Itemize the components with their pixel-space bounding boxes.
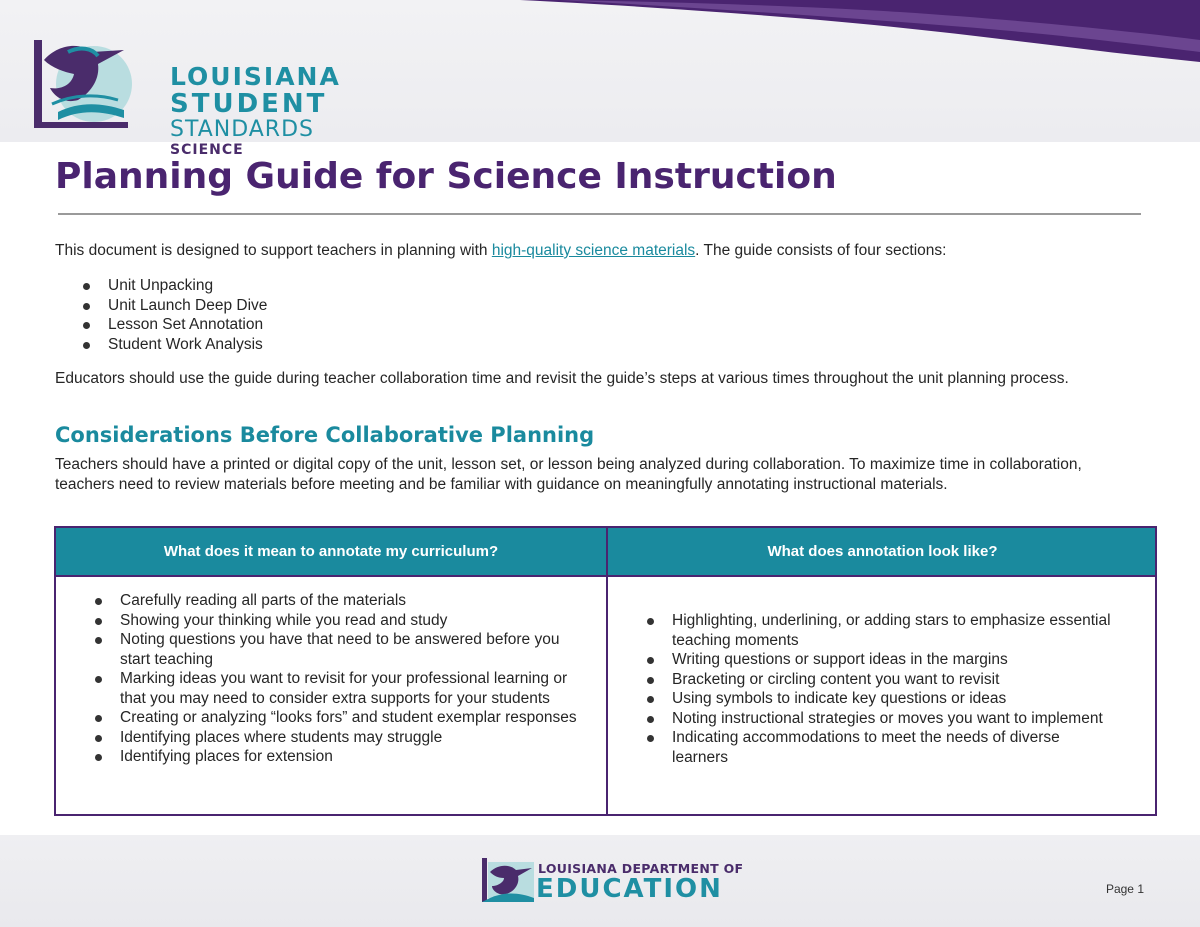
list-item: Creating or analyzing “looks fors” and student exemplar responses <box>92 708 592 728</box>
list-item: Identifying places for extension <box>92 747 592 767</box>
logo-line-3: STANDARDS <box>170 117 314 142</box>
list-item: Carefully reading all parts of the materials <box>92 591 592 611</box>
section-item: Student Work Analysis <box>80 335 267 355</box>
considerations-paragraph: Teachers should have a printed or digital copy of the unit, lesson set, or lesson being analyzed during collaboration. To maximize time in collaboration, teachers need to review materials before meeting and be familiar with guidance on meaningfully annotating instructional materials. <box>55 456 1082 493</box>
list-item: Writing questions or support ideas in the margins <box>644 650 1114 670</box>
table-header-right: What does annotation look like? <box>767 543 998 560</box>
section-item: Lesson Set Annotation <box>80 315 267 335</box>
logo-wordmark <box>170 64 341 157</box>
list-item: Showing your thinking while you read and study <box>92 611 592 631</box>
educators-paragraph: Educators should use the guide during teacher collaboration time and revisit the guide’s steps at various times throughout the unit planning process. <box>55 370 1069 387</box>
list-item: Identifying places where students may struggle <box>92 728 592 748</box>
annotate-meaning-list <box>92 591 592 767</box>
pelican-book-icon <box>28 30 140 134</box>
logo-line-4: SCIENCE <box>170 142 244 158</box>
list-item: Using symbols to indicate key questions or ideas <box>644 689 1114 709</box>
department-name: LOUISIANA DEPARTMENT OF <box>538 861 744 876</box>
education-wordmark: EDUCATION <box>536 874 723 904</box>
annotation-table <box>54 526 1157 816</box>
list-item: Noting questions you have that need to be answered before you start teaching <box>92 630 592 669</box>
intro-paragraph <box>55 241 1145 261</box>
high-quality-materials-link[interactable]: high-quality science materials <box>491 242 696 259</box>
list-item: Noting instructional strategies or moves you want to implement <box>644 709 1114 729</box>
list-item: Indicating accommodations to meet the needs of diverse learners <box>644 728 1114 767</box>
list-item: Highlighting, underlining, or adding stars to emphasize essential teaching moments <box>644 611 1114 650</box>
page-title: Planning Guide for Science Instruction <box>55 156 837 197</box>
list-item: Marking ideas you want to revisit for your professional learning or that you may need to consider extra supports for your students <box>92 669 592 708</box>
considerations-heading: Considerations Before Collaborative Planning <box>55 423 595 447</box>
logo-line-1: LOUISIANA <box>170 62 341 91</box>
sections-list <box>80 276 267 354</box>
logo-line-2: STUDENT <box>170 89 328 119</box>
table-header-left: What does it mean to annotate my curriculum? <box>163 543 499 560</box>
title-divider <box>58 213 1141 215</box>
intro-text-after: . The guide consists of four sections: <box>695 242 947 259</box>
list-item: Bracketing or circling content you want to revisit <box>644 670 1114 690</box>
intro-text-before: This document is designed to support teachers in planning with <box>55 242 492 259</box>
page-number: Page 1 <box>1105 882 1144 896</box>
louisiana-student-standards-logo <box>28 30 341 158</box>
section-item: Unit Unpacking <box>80 276 267 296</box>
section-item: Unit Launch Deep Dive <box>80 296 267 316</box>
annotation-looks-like-list <box>644 611 1114 767</box>
